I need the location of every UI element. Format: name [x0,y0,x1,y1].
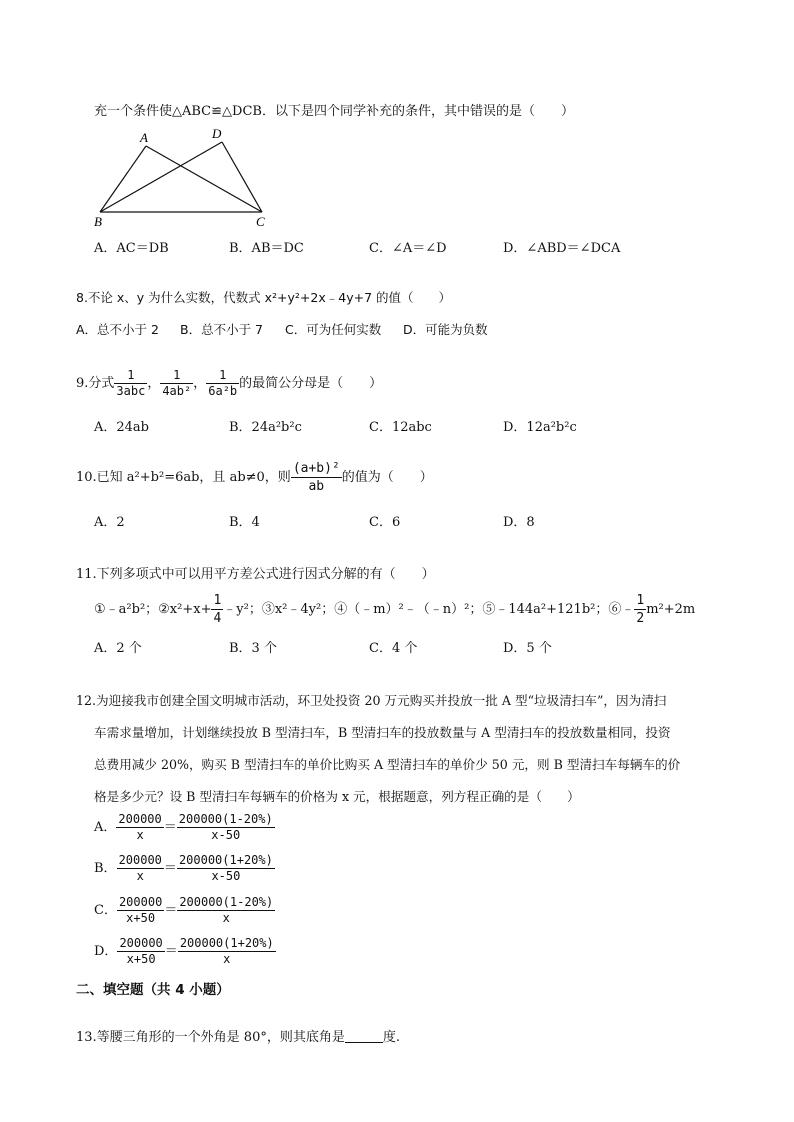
q13-answer-blank[interactable] [345,1030,383,1043]
q10-stem [76,460,433,495]
q8-option-c[interactable]: C．可为任何实数 [285,322,382,337]
q11-option-b[interactable]: B．3 个 [229,641,277,656]
q13-suffix: 度. [382,1030,400,1045]
q7-option-b[interactable]: B．AB＝DC [229,241,304,256]
label-D: D [212,126,222,141]
q9-fraction-3: $\frac{1}{\text{6a²b}}$ [208,368,238,398]
segment-BD [100,142,222,212]
q9-fraction-1: $\frac{1}{\text{3abc}}$ [116,368,146,398]
q11-items-after: m²+2m [646,602,696,617]
q12-d-left-fraction: $\frac{200000}{x+50}$ [119,936,163,966]
q9-sep-2: ， [193,376,207,391]
q10-prefix: 10.已知 a²+b²=6ab，且 ab≠0，则 [76,470,291,485]
q11-option-a[interactable]: A．2 个 [94,641,142,656]
segment-DC [222,142,262,212]
q7-option-a[interactable]: A．AC＝DB [94,241,169,256]
q8-stem: 8.不论 x、y 为什么实数，代数式 x²+y²+2x﹣4y+7 的值（ ） [76,290,452,305]
q11-fraction-1: $\frac{1}{4}$ [213,593,222,626]
q13-stem [76,1026,400,1045]
q9-stem [76,368,382,399]
q11-option-d[interactable]: D．5 个 [503,641,552,656]
q12-option-c[interactable]: C． $\frac{200000}{x+50}$ ＝ $\frac{200000(1-20\%)}{x}$ [94,895,274,925]
q9-option-d[interactable]: D．12a²b²c [503,420,577,435]
q11-items [94,592,695,627]
q9-option-b[interactable]: B．24a²b²c [229,420,302,435]
q12-option-b[interactable]: B． $\frac{200000}{x}$ ＝ $\frac{200000(1+20\%)}{x-50}$ [94,853,273,883]
q11-items-before: ①﹣a²b²；②x²+x+ [94,602,212,617]
q8-option-b[interactable]: B．总不小于 7 [180,322,264,337]
q11-fraction-2: $\frac{1}{2}$ [636,593,645,626]
q12-line-4: 格是多少元？设 B 型清扫车每辆车的价格为 x 元，根据题意，列方程正确的是（ ） [94,789,580,804]
q10-option-c[interactable]: C．6 [369,515,401,530]
q10-option-a[interactable]: A．2 [94,515,125,530]
q9-prefix: 9.分式 [76,376,115,391]
label-C: C [256,214,265,229]
triangle-diagram [90,122,280,232]
segment-BA [100,146,146,212]
q7-option-d[interactable]: D．∠ABD＝∠DCA [503,241,621,256]
q9-option-a[interactable]: A．24ab [94,420,150,435]
q8-option-d[interactable]: D．可能为负数 [403,322,488,337]
q9-sep-1: ， [147,376,161,391]
q7-option-c[interactable]: C．∠A＝∠D [369,241,447,256]
q10-suffix: 的值为（ ） [341,470,433,485]
q11-stem: 11.下列多项式中可以用平方差公式进行因式分解的有（ ） [76,567,435,582]
q11-option-c[interactable]: C．4 个 [369,641,418,656]
q10-option-b[interactable]: B．4 [229,515,260,530]
q12-b-left-fraction: $\frac{200000}{x}$ [118,853,162,883]
q9-suffix: 的最简公分母是（ ） [239,376,383,391]
q13-prefix: 13.等腰三角形的一个外角是 80°，则其底角是 [76,1030,345,1045]
q12-line-1: 12.为迎接我市创建全国文明城市活动，环卫处投资 20 万元购买并投放一批 A 型“垃圾清扫车”，因为清扫 [76,693,667,708]
q12-c-left-fraction: $\frac{200000}{x+50}$ [118,895,163,925]
label-A: A [140,130,148,145]
q7-stem: 充一个条件使△ABC≌△DCB．以下是四个同学补充的条件，其中错误的是（ ） [94,104,574,119]
q12-option-d[interactable]: D． $\frac{200000}{x+50}$ ＝ $\frac{200000(1+20\%)}{x}$ [94,936,274,966]
q12-a-right-fraction: $\frac{200000(1-20\%)}{x-50}$ [178,812,273,842]
q10-fraction: $\frac{\text{(a+b)²}}{ab}$ [292,461,340,494]
q12-a-left-fraction: $\frac{200000}{x}$ [118,812,162,842]
section-2-heading: 二、填空题（共 4 小题） [76,982,230,998]
q12-c-right-fraction: $\frac{200000(1-20\%)}{x}$ [179,895,274,925]
q12-line-3: 总费用减少 20%，购买 B 型清扫车的单价比购买 A 型清扫车的单价少 50 元，则 B 型清扫车每辆车的价 [94,757,681,772]
q11-items-middle: ﹣y²；③x²﹣4y²；④（﹣m）²﹣（﹣n）²；⑤﹣144a²+121b²；⑥﹣ [223,602,635,617]
segment-AC [146,146,262,212]
q12-d-right-fraction: $\frac{200000(1+20\%)}{x}$ [179,936,274,966]
q9-fraction-2: $\frac{1}{\text{4ab²}}$ [162,368,192,398]
q9-option-c[interactable]: C．12abc [369,420,432,435]
q12-line-2: 车需求量增加，计划继续投放 B 型清扫车，B 型清扫车的投放数量与 A 型清扫车的投放数量相同，投资 [94,725,671,740]
q8-option-a[interactable]: A．总不小于 2 [76,322,159,337]
q12-option-a[interactable]: A． $\frac{200000}{x}$ ＝ $\frac{200000(1-20\%)}{x-50}$ [94,812,273,842]
q12-b-right-fraction: $\frac{200000(1+20\%)}{x-50}$ [178,853,273,883]
label-B: B [94,214,102,229]
q10-option-d[interactable]: D．8 [503,515,535,530]
